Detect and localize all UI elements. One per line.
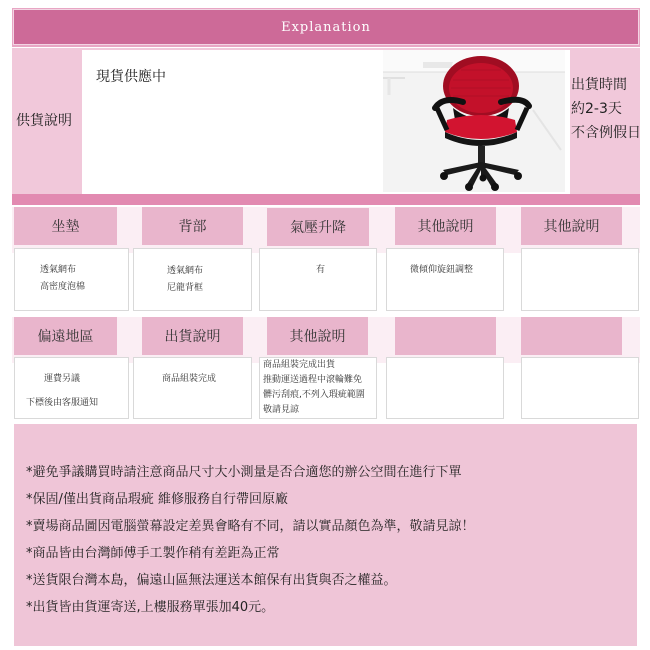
header-other-1: 其他說明 — [395, 207, 496, 245]
header-seat: 坐墊 — [14, 207, 117, 245]
note-3: *賣場商品圖因電腦螢幕設定差異會略有不同，請以實品顏色為準，敬請見諒！ — [26, 519, 475, 534]
cell-back-line-1: 透氣網布 — [167, 266, 204, 276]
header-shipping: 出貨說明 — [142, 317, 243, 355]
cell-shipping-value: 商品組裝完成 — [162, 374, 217, 384]
cell-blank-2 — [521, 357, 639, 419]
ship-days: 約2-3天 — [571, 101, 622, 117]
cell-other-3-line-2: 推動運送過程中滾輪難免 — [263, 375, 363, 385]
supply-divider — [12, 194, 640, 205]
header-gas-lift: 氣壓升降 — [267, 208, 369, 246]
cell-remote-line-2: 下標後由客服通知 — [26, 398, 99, 408]
note-4: *商品皆由台灣師傅手工製作稍有差距為正常 — [26, 546, 280, 561]
cell-blank-1 — [386, 357, 504, 419]
note-5: *送貨限台灣本島，偏遠山區無法運送本館保有出貨與否之權益。 — [26, 573, 397, 588]
header-blank-2 — [521, 317, 622, 355]
cell-seat-line-1: 透氣網布 — [40, 265, 77, 275]
cell-remote-line-1: 運費另議 — [44, 374, 81, 384]
supply-status: 現貨供應中 — [96, 69, 166, 85]
shipping-info — [571, 73, 641, 145]
cell-other-3-line-1: 商品組裝完成出貨 — [263, 360, 336, 370]
header-blank-1 — [395, 317, 496, 355]
header-remote-area: 偏遠地區 — [14, 317, 117, 355]
page-title: Explanation — [13, 9, 639, 45]
header-back: 背部 — [142, 207, 243, 245]
note-1: *避免爭議購買時請注意商品尺寸大小測量是否合適您的辦公空間在進行下單 — [26, 465, 462, 480]
cell-gas-lift-value: 有 — [316, 265, 326, 275]
header-other-3: 其他說明 — [267, 317, 368, 355]
header-other-2: 其他說明 — [521, 207, 622, 245]
cell-shipping — [133, 357, 252, 419]
note-2: *保固/僅出貨商品瑕疵 維修服務自行帶回原廠 — [26, 492, 289, 507]
office-chair-image — [383, 50, 565, 192]
cell-other-3-line-3: 髒污刮痕,不列入瑕疵範圍 — [263, 390, 365, 400]
cell-other-3-line-4: 敬請見諒 — [263, 405, 300, 415]
cell-seat-line-2: 高密度泡棉 — [40, 282, 86, 292]
supply-label: 供貨說明 — [16, 113, 72, 129]
cell-other-3-text — [263, 358, 365, 418]
cell-other-1-value: 微傾仰旋鈕調整 — [410, 265, 474, 275]
ship-note: 不含例假日 — [571, 125, 641, 141]
ship-time-label: 出貨時間 — [571, 77, 627, 93]
cell-other-2 — [521, 248, 639, 311]
note-6: *出貨皆由貨運寄送,上樓服務單張加40元。 — [26, 600, 275, 615]
cell-other-1 — [386, 248, 504, 311]
cell-gas-lift — [259, 248, 377, 311]
cell-back-line-2: 尼龍背框 — [167, 283, 204, 293]
